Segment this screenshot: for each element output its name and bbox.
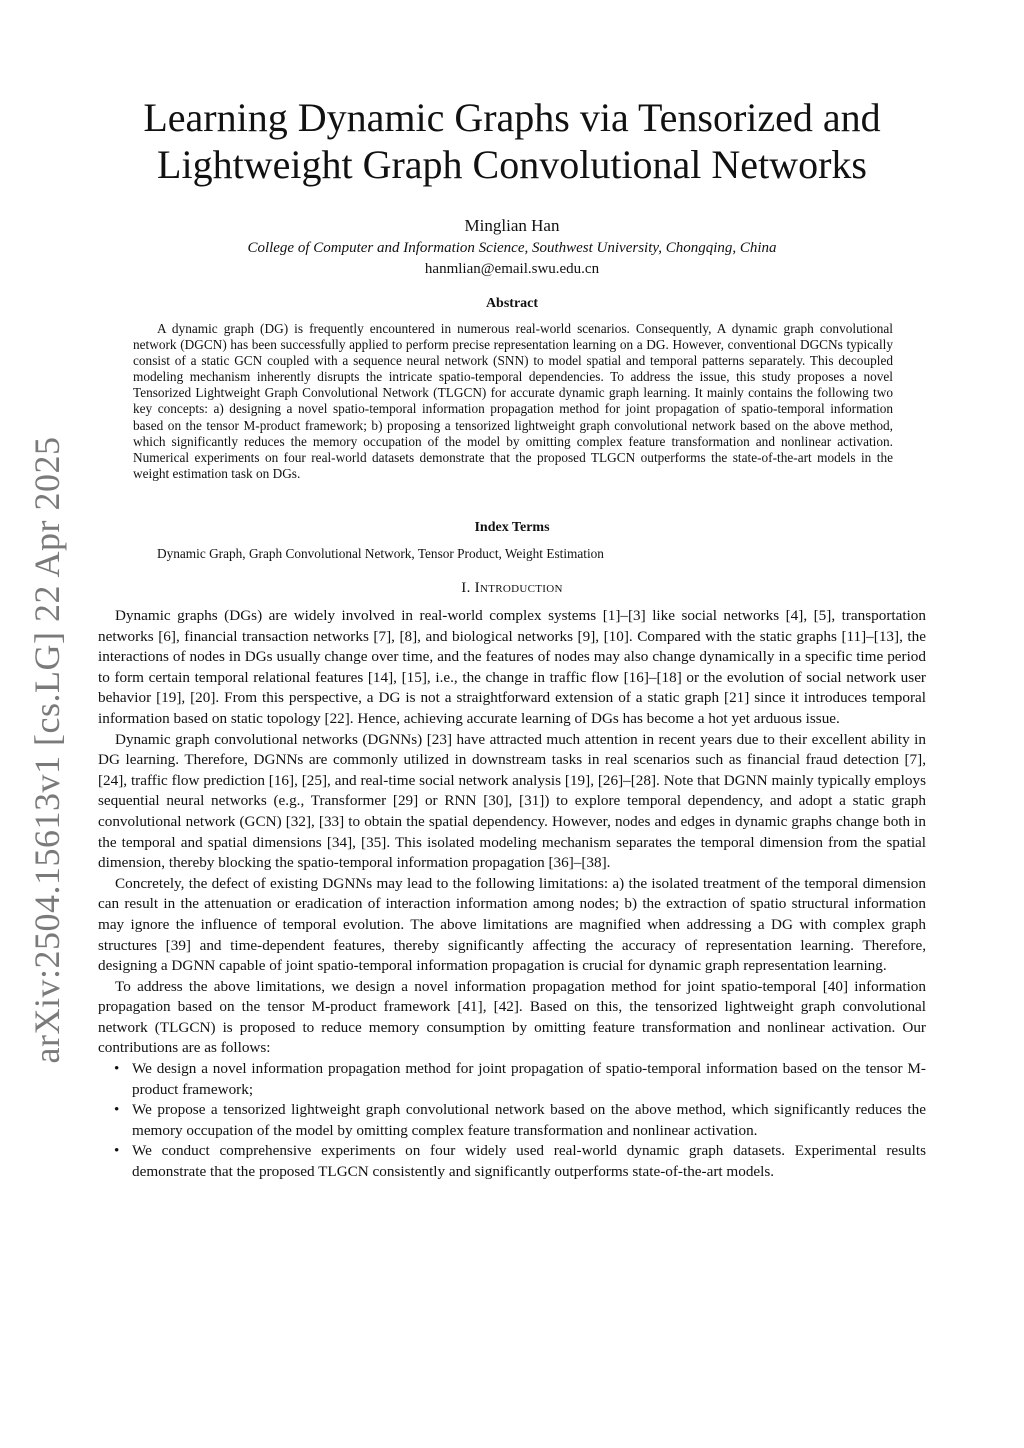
intro-paragraph-4: To address the above limitations, we design a novel information propagation method for joint spatio-temporal [40] information propagation based on the tensor M-product framework [41], [42]. Based on this, the tensorized lightweight graph convolutional network (TLGCN) is proposed to reduce memory consumption by omitting feature transformation and nonlinear activation. Our contributions are as follows: bbox=[98, 977, 926, 1057]
title-line-1: Learning Dynamic Graphs via Tensorized and bbox=[143, 95, 881, 140]
contribution-item-3: • We conduct comprehensive experiments on four widely used real-world dynamic graph datasets. Experimental results demonstrate that the proposed TLGCN consistently and significantly outperforms state-of-the-art models. bbox=[132, 1141, 926, 1182]
section-heading-introduction: I. Introduction bbox=[461, 580, 563, 596]
introduction-body bbox=[98, 606, 926, 1183]
index-terms-text: Dynamic Graph, Graph Convolutional Network, Tensor Product, Weight Estimation bbox=[157, 546, 604, 561]
abstract-text: A dynamic graph (DG) is frequently encountered in numerous real-world scenarios. Consequently, A dynamic graph convolutional network (DGCN) has been successfully applied to perform precise representation learning on a DG. However, conventional DGCNs typically consist of a static GCN coupled with a sequence neural network (SNN) to model spatial and temporal patterns separately. This decoupled modeling mechanism inherently disrupts the intricate spatio-temporal dependencies. To address the issue, this study proposes a novel Tensorized Lightweight Graph Convolutional Network (TLGCN) for accurate dynamic graph learning. It mainly contains the following two key concepts: a) designing a novel spatio-temporal information propagation method for joint propagation of spatio-temporal information based on the tensor M-product framework; b) proposing a tensorized lightweight graph convolutional network based on the above method, which significantly reduces the memory occupation of the model by omitting complex feature transformation and nonlinear activation. Numerical experiments on four real-world datasets demonstrate that the proposed TLGCN outperforms the state-of-the-art models in the weight estimation task on DGs. bbox=[133, 321, 893, 481]
contributions-list bbox=[98, 1059, 926, 1183]
author-affiliation: College of Computer and Information Science, Southwest University, Chongqing, China bbox=[247, 240, 777, 256]
author-email: hanmlian@email.swu.edu.cn bbox=[424, 261, 600, 277]
contribution-item-1: • We design a novel information propagation method for joint propagation of spatio-temporal information based on the tensor M-product framework; bbox=[132, 1059, 926, 1100]
intro-paragraph-1: Dynamic graphs (DGs) are widely involved in real-world complex systems [1]–[3] like social networks [4], [5], transportation networks [6], financial transaction networks [7], [8], and biological networks [9], [10]. Compared with the static graphs [11]–[13], the interactions of nodes in DGs usually change over time, and the features of nodes may also change dynamically in a specific time period to form certain temporal relational features [14], [15], i.e., the change in traffic flow [16]–[18] or the evolution of social network user behavior [19], [20]. From this perspective, a DG is not a straightforward extension of a static graph [21] since it introduces temporal information based on static topology [22]. Hence, achieving accurate learning of DGs has become a hot yet arduous issue. bbox=[98, 607, 926, 727]
author-name: Minglian Han bbox=[464, 216, 560, 235]
title-line-2: Lightweight Graph Convolutional Networks bbox=[157, 142, 867, 187]
contribution-item-2: • We propose a tensorized lightweight graph convolutional network based on the above method, which significantly reduces the memory occupation of the model by omitting complex feature transformation and nonlinear activation. bbox=[132, 1100, 926, 1141]
intro-paragraph-3: Concretely, the defect of existing DGNNs may lead to the following limitations: a) the isolated treatment of the temporal dimension can result in the attenuation or eradication of interaction information among nodes; b) the extraction of spatio structural information may ignore the influence of temporal evolution. The above limitations are magnified when addressing a DG with complex graph structures [39] and time-dependent features, thereby significantly affecting the accuracy of representation learning. Therefore, designing a DGNN capable of joint spatio-temporal information propagation is crucial for dynamic graph representation learning. bbox=[98, 874, 926, 975]
arxiv-side-identifier: arXiv:2504.15613v1 [cs.LG] 22 Apr 2025 bbox=[27, 436, 67, 1064]
abstract-heading: Abstract bbox=[485, 296, 539, 311]
index-terms-heading: Index Terms bbox=[474, 520, 550, 535]
paper-title bbox=[60, 94, 964, 188]
intro-paragraph-2: Dynamic graph convolutional networks (DGNNs) [23] have attracted much attention in recent years due to their excellent ability in DG learning. Therefore, DGNNs are commonly utilized in downstream tasks in real scenarios such as financial fraud detection [7], [24], traffic flow prediction [16], [25], and real-time social network analysis [19], [26]–[28]. Note that DGNN mainly typically employs sequential neural networks (e.g., Transformer [29] or RNN [30], [31]) to explore temporal dependency, and adopt a static graph convolutional network (GCN) [32], [33] to obtain the spatial dependency. However, nodes and edges in dynamic graphs change both in the temporal and spatial dimensions [34], [35]. This isolated modeling mechanism separates the temporal dimension from the spatial dimension, thereby blocking the spatio-temporal information propagation [36]–[38]. bbox=[98, 730, 926, 872]
author-block bbox=[100, 214, 924, 280]
